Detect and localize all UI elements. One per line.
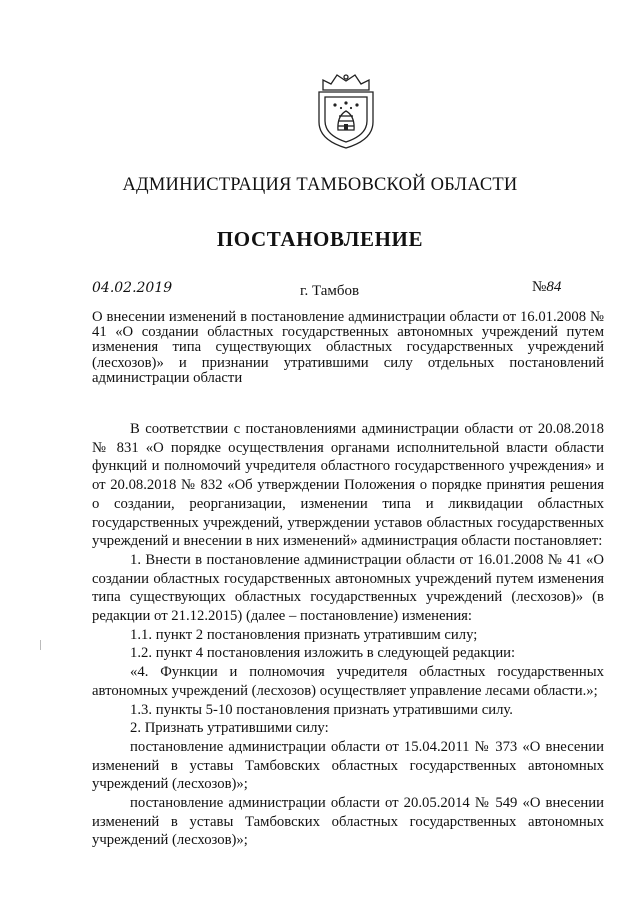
document-body bbox=[92, 420, 604, 850]
organization-name: АДМИНИСТРАЦИЯ ТАМБОВСКОЙ ОБЛАСТИ bbox=[122, 175, 518, 195]
margin-mark bbox=[40, 640, 41, 650]
document-number bbox=[532, 279, 561, 296]
paragraph: 1.3. пункты 5-10 постановления признать утратившими силу. bbox=[130, 701, 513, 718]
number-value: 84 bbox=[546, 279, 562, 295]
document-city: г. Тамбов bbox=[300, 283, 360, 299]
paragraph: 1.2. пункт 4 постановления изложить в следующей редакции: bbox=[130, 645, 516, 662]
document-date: 04.02.2019 bbox=[92, 280, 173, 296]
paragraph: В соответствии с постановлениями администрации области от 20.08.2018 № 831 «О порядке осуществления органами исполнительной власти области функций и полномочий учредителя областного государственного учреждения» и от 20.08.2018 № 832 «Об утверждении Положения о порядке принятия решения о создании, реорганизации, изменении типа и ликвидации областных государственных учреждений, утверждении уставов областных государственных учреждений и внесении в них изменений» администрация области постановляет: bbox=[92, 421, 604, 550]
paragraph: постановление администрации области от 15.04.2011 № 373 «О внесении изменений в уставы Тамбовских областных государственных автономных учреждений (лесхозов)»; bbox=[92, 738, 604, 793]
number-sign: № bbox=[532, 279, 547, 295]
paragraph: «4. Функции и полномочия учредителя областных государственных автономных учреждений (лесхозов) осуществляет управление лесами области.»; bbox=[92, 664, 604, 699]
paragraph: 2. Признать утратившими силу: bbox=[130, 720, 329, 737]
coat-of-arms-emblem bbox=[315, 72, 377, 150]
document-type-heading: ПОСТАНОВЛЕНИЕ bbox=[216, 227, 424, 251]
paragraph: постановление администрации области от 20.05.2014 № 549 «О внесении изменений в уставы Тамбовских областных государственных автономных учреждений (лесхозов)»; bbox=[92, 795, 604, 849]
paragraph: 1. Внести в постановление администрации области от 16.01.2008 № 41 «О создании областных государственных автономных учреждений путем изменения типа существующих областных государственных учреждений (лесхозов)» (в редакции от 21.12.2015) (далее – постановление) изменения: bbox=[92, 551, 604, 625]
document-title: О внесении изменений в постановление администрации области от 16.01.2008 № 41 «О создании областных государственных автономных учреждений путем изменения типа существующих областных государственных учреждений (лесхозов)» и признании утратившими силу отдельных постановлений администрации области bbox=[92, 309, 604, 386]
paragraph: 1.1. пункт 2 постановления признать утратившим силу; bbox=[130, 626, 478, 643]
